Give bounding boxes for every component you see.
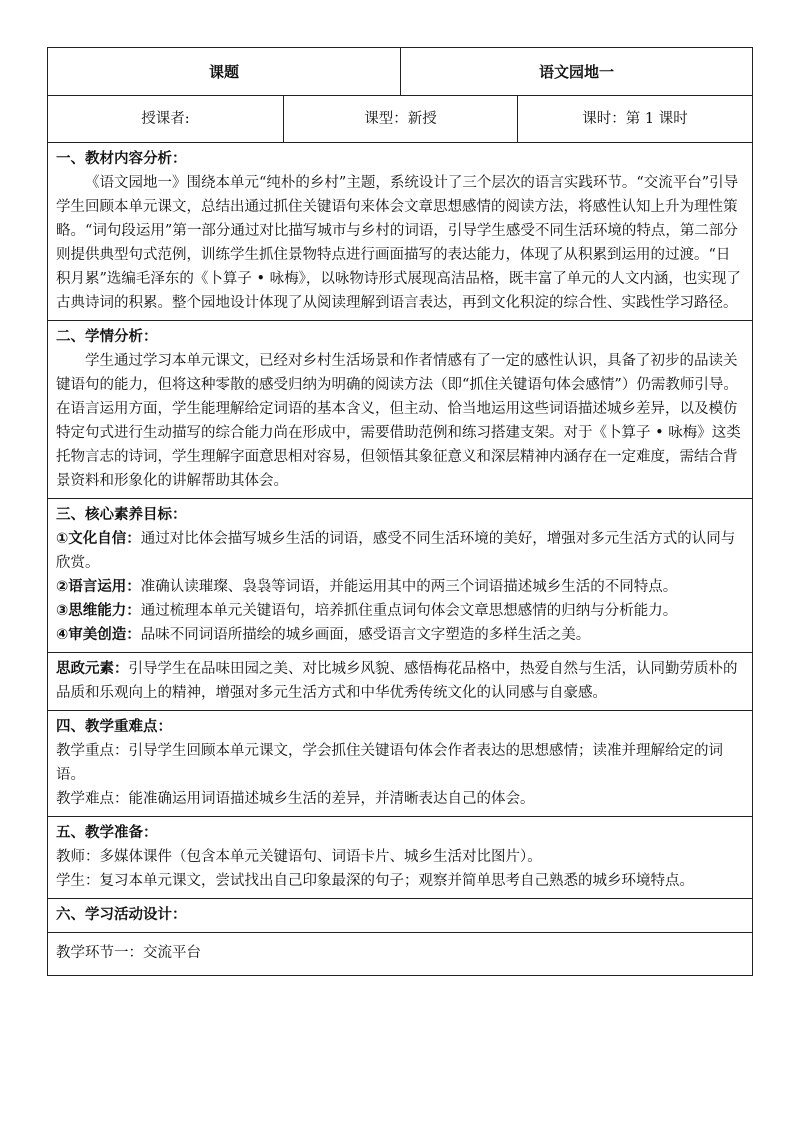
- keypoints-focus: 教学重点：引导学生回顾本单元课文，学会抓住关键语句体会作者表达的思想感情；读准并理解给定的词语。: [56, 743, 723, 783]
- topic-value-cell: [401, 48, 753, 96]
- ideology-label: 思政元素：: [56, 661, 129, 677]
- goal-label: ②语言运用：: [56, 579, 141, 595]
- goal-text: 通过梳理本单元关键语句，培养抓住重点词句体会文章思想感情的归纳与分析能力。: [140, 603, 678, 619]
- prep-teacher: 教师：多媒体课件（包含本单元关键语句、词语卡片、城乡生活对比图片）。: [56, 849, 542, 865]
- teacher-cell: [48, 96, 284, 143]
- goal-text: 准确认读璀璨、袅袅等词语，并能运用其中的两三个词语描述城乡生活的不同特点。: [140, 579, 678, 595]
- students-title: 二、学情分析：: [56, 329, 158, 345]
- lesson-plan-table: [47, 47, 753, 976]
- activity-step-row: [48, 933, 753, 976]
- goal-label: ①文化自信：: [56, 531, 141, 547]
- goal-item: [56, 599, 744, 623]
- goals-section: [48, 499, 753, 653]
- goal-text: 通过对比体会描写城乡生活的词语，感受不同生活环境的美好，增强对多元生活方式的认同与欣赏。: [56, 531, 736, 571]
- goals-title: 三、核心素养目标：: [56, 507, 187, 523]
- activities-title: 六、学习活动设计：: [56, 907, 187, 923]
- analysis-title: 一、教材内容分析：: [56, 151, 187, 167]
- goal-label: ④审美创造：: [56, 627, 141, 643]
- goal-item: [56, 575, 744, 599]
- keypoints-title: 四、教学重难点：: [56, 719, 172, 735]
- topic-label-cell: [48, 48, 401, 96]
- header-row: [48, 48, 753, 96]
- lesson-type-cell: [284, 96, 518, 143]
- goal-text: 品味不同词语所描绘的城乡画面，感受语言文字塑造的多样生活之美。: [140, 627, 591, 643]
- lesson-hours: 课时：第 1 课时: [582, 111, 688, 127]
- lesson-plan-sheet: [47, 47, 752, 976]
- activities-section: [48, 899, 753, 933]
- ideology-section: [48, 653, 753, 711]
- topic-label: 课题: [209, 62, 240, 81]
- goal-item: [56, 623, 744, 647]
- prep-student: 学生：复习本单元课文，尝试找出自己印象最深的句子；观察并简单思考自己熟悉的城乡环境特点。: [56, 873, 694, 889]
- info-row: [48, 96, 753, 143]
- keypoints-section: [48, 711, 753, 817]
- activity-step-1: 教学环节一：交流平台: [56, 945, 201, 961]
- topic-value: 语文园地一: [539, 62, 615, 81]
- students-body: 学生通过学习本单元课文，已经对乡村生活场景和作者情感有了一定的感性认识，具备了初步的品读关键语句的能力，但将这种零散的感受归纳为明确的阅读方法（即“抓住关键语句体会感情”）仍需教师引导。在语言运用方面，学生能理解给定词语的基本含义，但主动、恰当地运用这些词语描述城乡差异，以及模仿特定句式进行生动描写的综合能力尚在形成中，需要借助范例和练习搭建支架。对于《卜算子 • 咏梅》这类托物言志的诗词，学生理解字面意思相对容易，但领悟其象征意义和深层精神内涵存在一定难度，需结合背景资料和形象化的讲解帮助其体会。: [56, 353, 741, 489]
- ideology-text: 引导学生在品味田园之美、对比城乡风貌、感悟梅花品格中，热爱自然与生活，认同勤劳质朴的品质和乐观向上的精神，增强对多元生活方式和中华优秀传统文化的认同感与自豪感。: [56, 661, 738, 701]
- lesson-type: 课型：新授: [364, 111, 437, 127]
- teacher-label: 授课者:: [141, 111, 190, 127]
- prep-title: 五、教学准备：: [56, 825, 158, 841]
- keypoints-difficulty: 教学难点：能准确运用词语描述城乡生活的差异，并清晰表达自己的体会。: [56, 791, 535, 807]
- goal-label: ③思维能力：: [56, 603, 141, 619]
- prep-section: [48, 817, 753, 899]
- analysis-section: [48, 143, 753, 321]
- analysis-body: 《语文园地一》围绕本单元“纯朴的乡村”主题，系统设计了三个层次的语言实践环节。“交流平台”引导学生回顾本单元课文，总结出通过抓住关键语句来体会文章思想感情的阅读方法，将感性认知上升为理性策略。“词句段运用”第一部分通过对比描写城市与乡村的词语，引导学生感受不同生活环境的特点，第二部分则提供典型句式范例，训练学生抓住景物特点进行画面描写的表达能力，体现了从积累到运用的过渡。“日积月累”选编毛泽东的《卜算子 • 咏梅》，以咏物诗形式展现高洁品格，既丰富了单元的人文内涵，也实现了古典诗词的积累。整个园地设计体现了从阅读理解到语言表达，再到文化积淀的综合性、实践性学习路径。: [56, 175, 741, 311]
- lesson-hours-cell: [518, 96, 753, 143]
- students-section: [48, 321, 753, 499]
- goal-item: [56, 527, 744, 575]
